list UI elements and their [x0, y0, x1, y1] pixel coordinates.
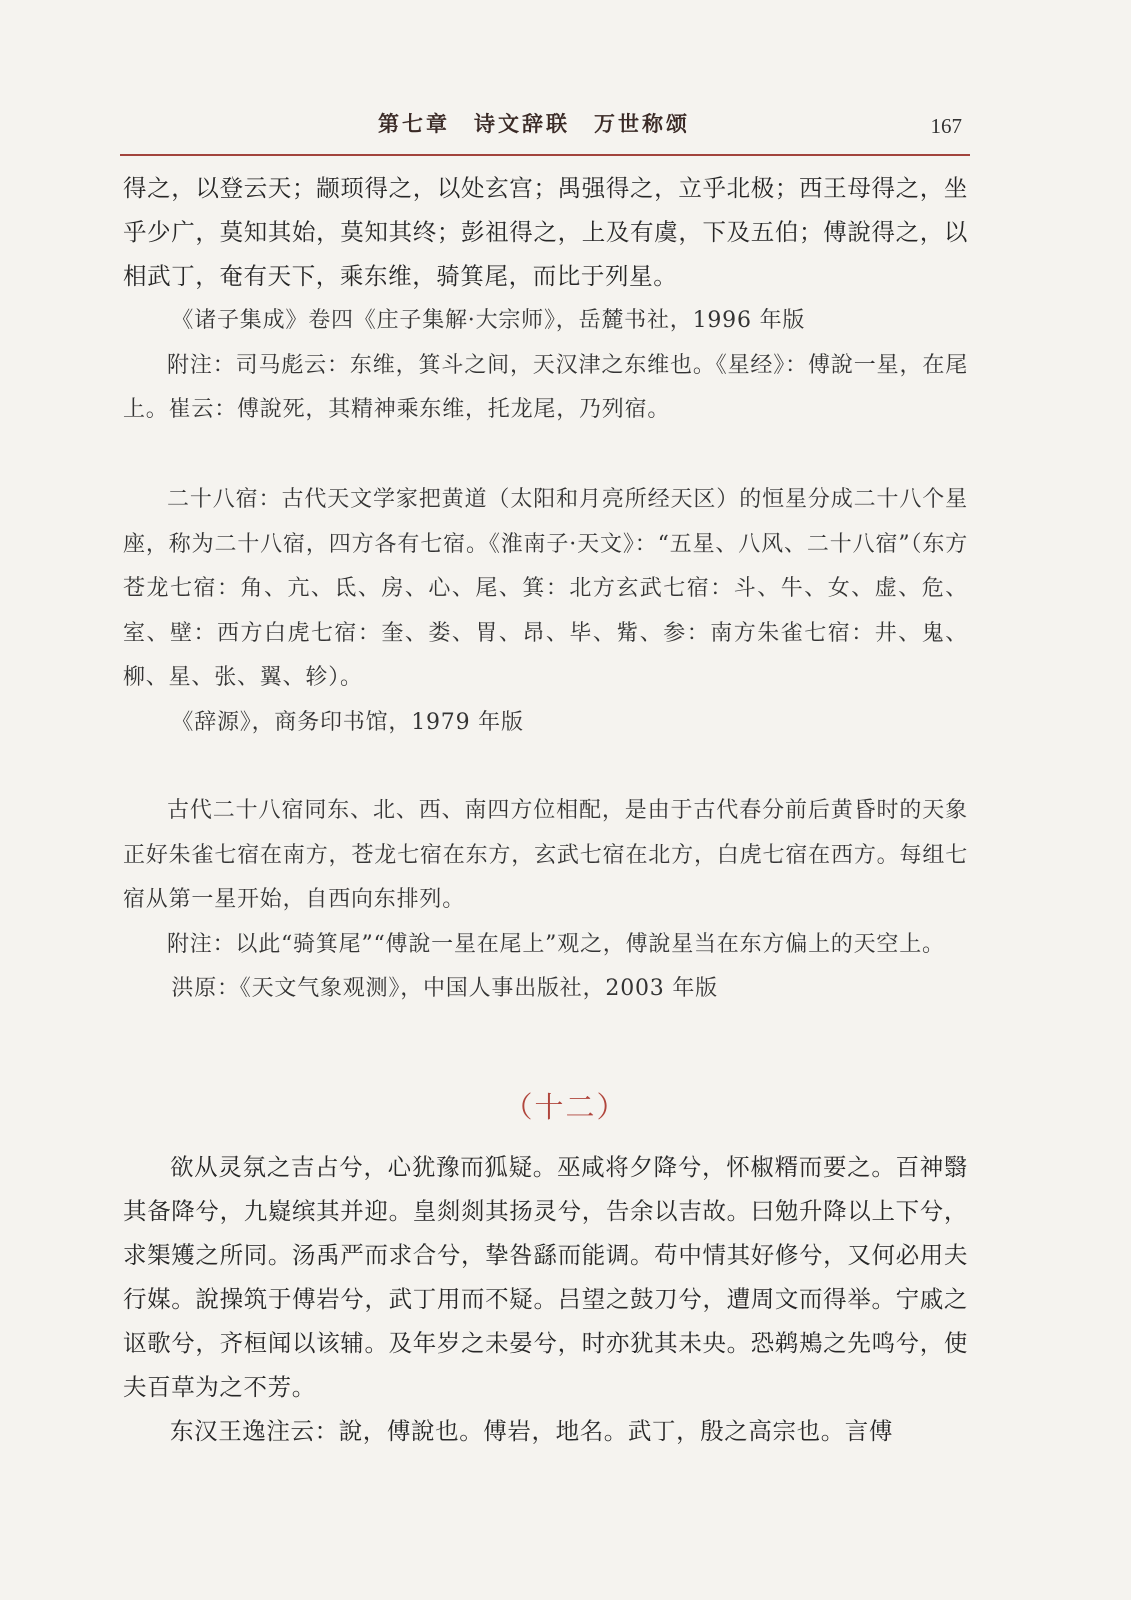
citation-source: 洪原：《天文气象观测》，中国人事出版社，2003 年版 [171, 976, 718, 1001]
commentary-text: 东汉王逸注云：說，傅說也。傅岩，地名。武丁，殷之高宗也。言傅 [170, 1417, 893, 1445]
chapter-title: 第七章 诗文辞联 万世称颂 [378, 112, 690, 136]
astronomy-text: 古代二十八宿同东、北、西、南四方位相配，是由于古代春分前后黄昏时的天象正好朱雀七宿在南方，苍龙七宿在东方，玄武七宿在北方，白虎七宿在西方。每组七宿从第一星开始，自西向东排列。 [123, 798, 968, 912]
quote-text: 得之，以登云天；颛顼得之，以处玄宫；禺强得之，立乎北极；西王母得之，坐乎少广，莫知其始，莫知其终；彭祖得之，上及有虞，下及五伯；傅說得之，以相武丁，奄有天下，乘东维，骑箕尾，而比于列星。 [123, 174, 968, 290]
running-header [120, 104, 970, 154]
annotation-note: 附注：以此“骑箕尾”“傅說一星在尾上”观之，傅說星当在东方偏上的天空上。 [167, 931, 945, 957]
quote-block-zhuangzi [123, 166, 968, 433]
lisao-text: 欲从灵氛之吉占兮，心犹豫而狐疑。巫咸将夕降兮，怀椒糈而要之。百神翳其备降兮，九嶷缤其并迎。皇剡剡其扬灵兮，告余以吉故。曰勉升降以上下兮，求榘矱之所同。汤禹严而求合兮，挚咎繇而能调。苟中情其好修兮，又何必用夫行媒。說操筑于傅岩兮，武丁用而不疑。吕望之鼓刀兮，遭周文而得举。宁戚之讴歌兮，齐桓闻以该辅。及年岁之未晏兮，时亦犹其未央。恐鹈鴂之先鸣兮，使夫百草为之不芳。 [123, 1153, 968, 1401]
page-number: 167 [930, 114, 962, 138]
header-rule [120, 154, 970, 156]
astronomy-block [123, 789, 968, 1012]
definition-block-28-mansions [123, 478, 968, 745]
definition-text: 二十八宿：古代天文学家把黄道（太阳和月亮所经天区）的恒星分成二十八个星座，称为二十八宿，四方各有七宿。《淮南子·天文》：“五星、八风、二十八宿”（东方苍龙七宿：角、亢、氐、房、心、尾、箕：北方玄武七宿：斗、牛、女、虚、危、室、壁：西方白虎七宿：奎、娄、胃、昂、毕、觜、参：南方朱雀七宿：井、鬼、柳、星、张、翼、轸）。 [123, 487, 968, 690]
section-heading: （十二） [503, 1090, 628, 1124]
annotation-note: 附注：司马彪云：东维，箕斗之间，天汉津之东维也。《星经》：傅說一星，在尾上。崔云：傅說死，其精神乘东维，托龙尾，乃列宿。 [123, 352, 968, 422]
lisao-block [123, 1145, 968, 1453]
citation-source: 《诸子集成》卷四《庄子集解·大宗师》，岳麓书社，1996 年版 [171, 308, 806, 333]
citation-source: 《辞源》，商务印书馆，1979 年版 [171, 709, 524, 735]
